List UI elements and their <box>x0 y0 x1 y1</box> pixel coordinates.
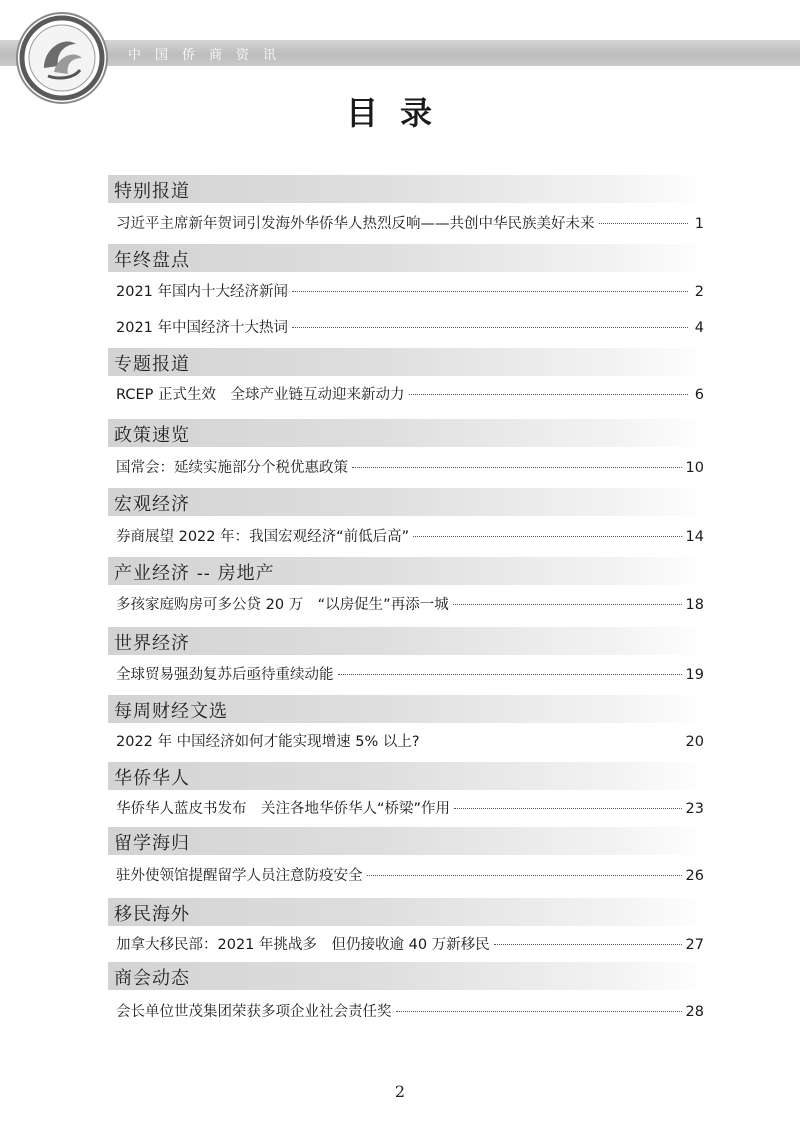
section-bar <box>108 898 708 926</box>
toc-entry[interactable] <box>116 212 704 234</box>
entry-title: 多孩家庭购房可多公贷 20 万 “以房促生”再添一城 <box>116 597 449 613</box>
section-name: 宏观经济 <box>114 494 190 515</box>
entry-title: 2021 年国内十大经济新闻 <box>116 284 289 300</box>
entry-page: 23 <box>685 801 704 817</box>
entry-page: 2 <box>694 284 704 300</box>
toc-section <box>108 557 708 585</box>
toc-entry[interactable] <box>116 280 704 302</box>
entry-title: 加拿大移民部：2021 年挑战多 但仍接收逾 40 万新移民 <box>116 937 490 953</box>
entry-title: 驻外使领馆提醒留学人员注意防疫安全 <box>116 868 363 884</box>
toc-entry[interactable] <box>116 797 704 819</box>
dot-leader <box>453 604 682 605</box>
entry-page: 26 <box>685 868 704 884</box>
entry-title: 习近平主席新年贺词引发海外华侨华人热烈反响——共创中华民族美好未来 <box>116 216 595 232</box>
toc-entry[interactable] <box>116 933 704 955</box>
toc-section <box>108 244 708 272</box>
toc-section <box>108 175 708 203</box>
entry-page: 10 <box>685 460 704 476</box>
dot-leader <box>409 394 689 395</box>
dot-leader <box>454 808 682 809</box>
section-bar <box>108 348 708 376</box>
toc-section <box>108 898 708 926</box>
section-name: 政策速览 <box>114 425 190 446</box>
section-name: 世界经济 <box>114 633 190 654</box>
dot-leader <box>396 1011 682 1012</box>
section-bar <box>108 419 708 447</box>
entry-page: 28 <box>685 1004 704 1020</box>
dot-leader <box>599 223 689 224</box>
toc-entry[interactable] <box>116 593 704 615</box>
toc-entry[interactable] <box>116 525 704 547</box>
dot-leader <box>338 674 682 675</box>
toc-section <box>108 695 708 723</box>
toc-entry[interactable] <box>116 383 704 405</box>
toc-section <box>108 627 708 655</box>
dot-leader <box>494 944 682 945</box>
entry-title: 2022 年 中国经济如何才能实现增速 5% 以上? <box>116 734 420 750</box>
toc-entry[interactable] <box>116 316 704 338</box>
section-name: 华侨华人 <box>114 768 190 789</box>
entry-title: 券商展望 2022 年：我国宏观经济“前低后高” <box>116 529 410 545</box>
section-bar <box>108 762 708 790</box>
entry-page: 1 <box>694 216 704 232</box>
section-name: 每周财经文选 <box>114 701 228 722</box>
dot-leader <box>352 467 682 468</box>
entry-page: 19 <box>685 667 704 683</box>
section-name: 产业经济 -- 房地产 <box>114 563 275 584</box>
section-name: 年终盘点 <box>114 250 190 271</box>
toc-section <box>108 962 708 990</box>
entry-title: 全球贸易强劲复苏后亟待重续动能 <box>116 667 334 683</box>
toc-entry[interactable] <box>116 864 704 886</box>
entry-title: 华侨华人蓝皮书发布 关注各地华侨华人“桥梁”作用 <box>116 801 451 817</box>
section-bar <box>108 488 708 516</box>
entry-page: 4 <box>694 320 704 336</box>
entry-page: 6 <box>694 387 704 403</box>
toc-section <box>108 419 708 447</box>
dot-leader <box>292 327 688 328</box>
toc-entry[interactable] <box>116 1000 704 1022</box>
toc-section <box>108 762 708 790</box>
entry-page: 14 <box>685 529 704 545</box>
toc-section <box>108 488 708 516</box>
section-bar <box>108 827 708 855</box>
section-name: 移民海外 <box>114 904 190 925</box>
section-name: 留学海归 <box>114 833 190 854</box>
section-name: 特别报道 <box>114 181 190 202</box>
entry-title: RCEP 正式生效 全球产业链互动迎来新动力 <box>116 387 405 403</box>
entry-title: 2021 年中国经济十大热词 <box>116 320 289 336</box>
section-bar <box>108 627 708 655</box>
entry-page: 18 <box>685 597 704 613</box>
section-name: 商会动态 <box>114 968 190 989</box>
section-name: 专题报道 <box>114 354 190 375</box>
header-band <box>0 40 800 66</box>
entry-page: 20 <box>685 734 704 750</box>
dot-leader <box>424 741 682 742</box>
toc-entry[interactable] <box>116 730 704 752</box>
toc-title: 目录 <box>345 94 454 132</box>
dot-leader <box>413 536 681 537</box>
toc-entry[interactable] <box>116 456 704 478</box>
section-bar <box>108 175 708 203</box>
section-bar <box>108 244 708 272</box>
entry-title: 会长单位世茂集团荣获多项企业社会责任奖 <box>116 1004 392 1020</box>
entry-title: 国常会：延续实施部分个税优惠政策 <box>116 460 348 476</box>
header-title: 中国侨商资讯 <box>128 48 291 63</box>
dot-leader <box>367 875 682 876</box>
toc-entry[interactable] <box>116 663 704 685</box>
entry-page: 27 <box>685 937 704 953</box>
toc-section <box>108 827 708 855</box>
dot-leader <box>292 291 688 292</box>
toc-section <box>108 348 708 376</box>
page-number: 2 <box>394 1082 406 1101</box>
section-bar <box>108 962 708 990</box>
